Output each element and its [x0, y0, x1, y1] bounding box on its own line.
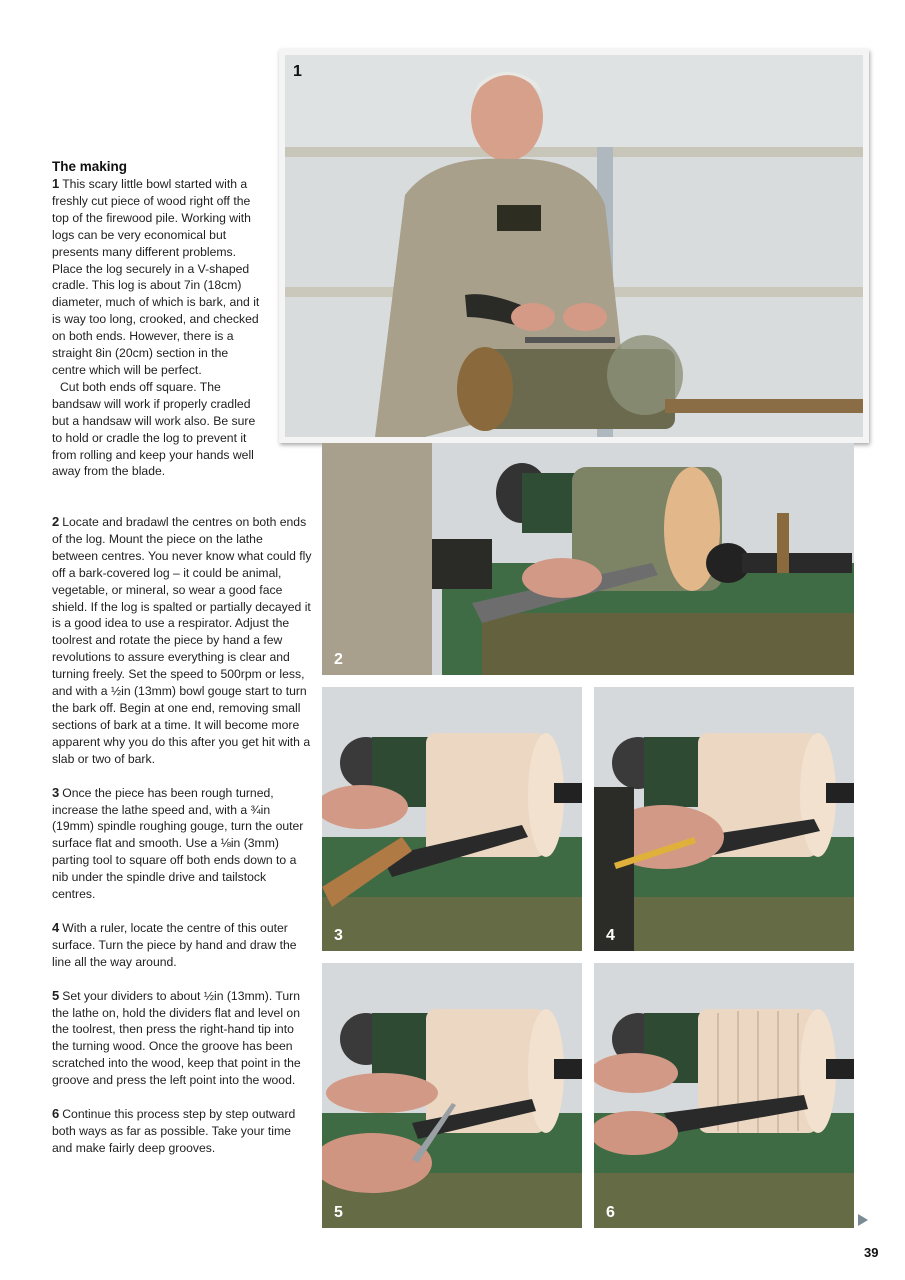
step-1-paragraph: [52, 176, 264, 379]
step-6-paragraph: [52, 1106, 312, 1157]
step-6-number: 6: [52, 1106, 60, 1122]
photo-4-image: [594, 687, 854, 951]
step-2-number: 2: [52, 514, 60, 529]
continue-arrow-icon: [858, 1214, 868, 1226]
step-3-number: 3: [52, 784, 60, 800]
step-4-number: 4: [52, 919, 60, 935]
photo-3-label: 3: [334, 927, 343, 944]
photo-4: [594, 687, 854, 951]
photo-5-label: 5: [334, 1204, 343, 1221]
section-heading: The making: [52, 159, 128, 174]
photo-2-label: 2: [334, 651, 343, 668]
step-1-number: 1: [52, 176, 60, 191]
photo-1-frame: [279, 49, 869, 443]
photo-3: [322, 687, 582, 951]
step-5-paragraph: [52, 988, 312, 1089]
photo-6-image: [594, 963, 854, 1228]
photo-4-label: 4: [606, 927, 615, 944]
step-5-number: 5: [52, 987, 60, 1003]
step-3-text: Once the piece has been rough turned, increase the lathe speed and, with a ¾in (19mm) spindle roughing gouge, turn the outer surface flat and smooth. Use a ⅛in (3mm) parting tool to square off both ends down to a nib under the spindle drive and tailstock centres.: [52, 785, 304, 902]
photo-2-image: [322, 443, 854, 675]
photo-3-image: [322, 687, 582, 951]
step-1-column: [52, 158, 264, 480]
step-6-text: Continue this process step by step outward both ways as far as possible. Take your time and make fairly deep grooves.: [52, 1107, 296, 1155]
photo-5: [322, 963, 582, 1228]
step-3-paragraph: [52, 785, 312, 903]
photo-5-image: [322, 963, 582, 1228]
step-5-text: Set your dividers to about ½in (13mm). Turn the lathe on, hold the dividers flat and level on the toolrest, then press the right-hand tip into the turning wood. Once the groove has been scratched into the wood, keep that point in the groove and press the left point into the wood.: [52, 988, 301, 1088]
step-2-text: Locate and bradawl the centres on both ends of the log. Mount the piece on the lathe between centres. You never know what could fly off a bark-covered log – it could be animal, vegetable, or mineral, so wear a good face shield. If the log is spalted or partially decayed it is a good idea to use a respirator. Adjust the toolrest and rotate the piece by hand a few revolutions to assure everything is clear and turning freely. Set the speed to 500rpm or less, and with a ½in (13mm) bowl gouge start to turn the bark off. Begin at one end, removing small sections of bark at a time. It will become more apparent why you do this after you get hit with a slab or two of bark.: [52, 515, 312, 766]
photo-6-label: 6: [606, 1204, 615, 1221]
photo-2: [322, 443, 854, 675]
step-1-paragraph-2: Cut both ends off square. The bandsaw will work if properly cradled but a handsaw will work also. Be sure to hold or cradle the log to prevent it from rolling and keep your hands well away from the blade.: [52, 379, 256, 479]
steps-column: [52, 514, 312, 1157]
step-4-text: With a ruler, locate the centre of this outer surface. Turn the piece by hand and draw the line all the way around.: [52, 920, 297, 969]
photo-6: [594, 963, 854, 1228]
page-number: 39: [864, 1245, 879, 1260]
step-1-text: This scary little bowl started with a freshly cut piece of wood right off the top of the firewood pile. Working with logs can be very economical but presents many different problems. Place the log securely in a V-shaped cradle. This log is about 7in (18cm) diameter, much of which is bark, and it is way too long, crooked, and checked on both ends. However, there is a straight 8in (20cm) section in the centre which will be perfect.: [52, 177, 260, 377]
photo-1-image: [285, 55, 863, 437]
step-4-paragraph: [52, 920, 312, 971]
step-2-paragraph: [52, 514, 312, 768]
photo-1-label: 1: [293, 63, 302, 80]
photo-1: [285, 55, 863, 437]
